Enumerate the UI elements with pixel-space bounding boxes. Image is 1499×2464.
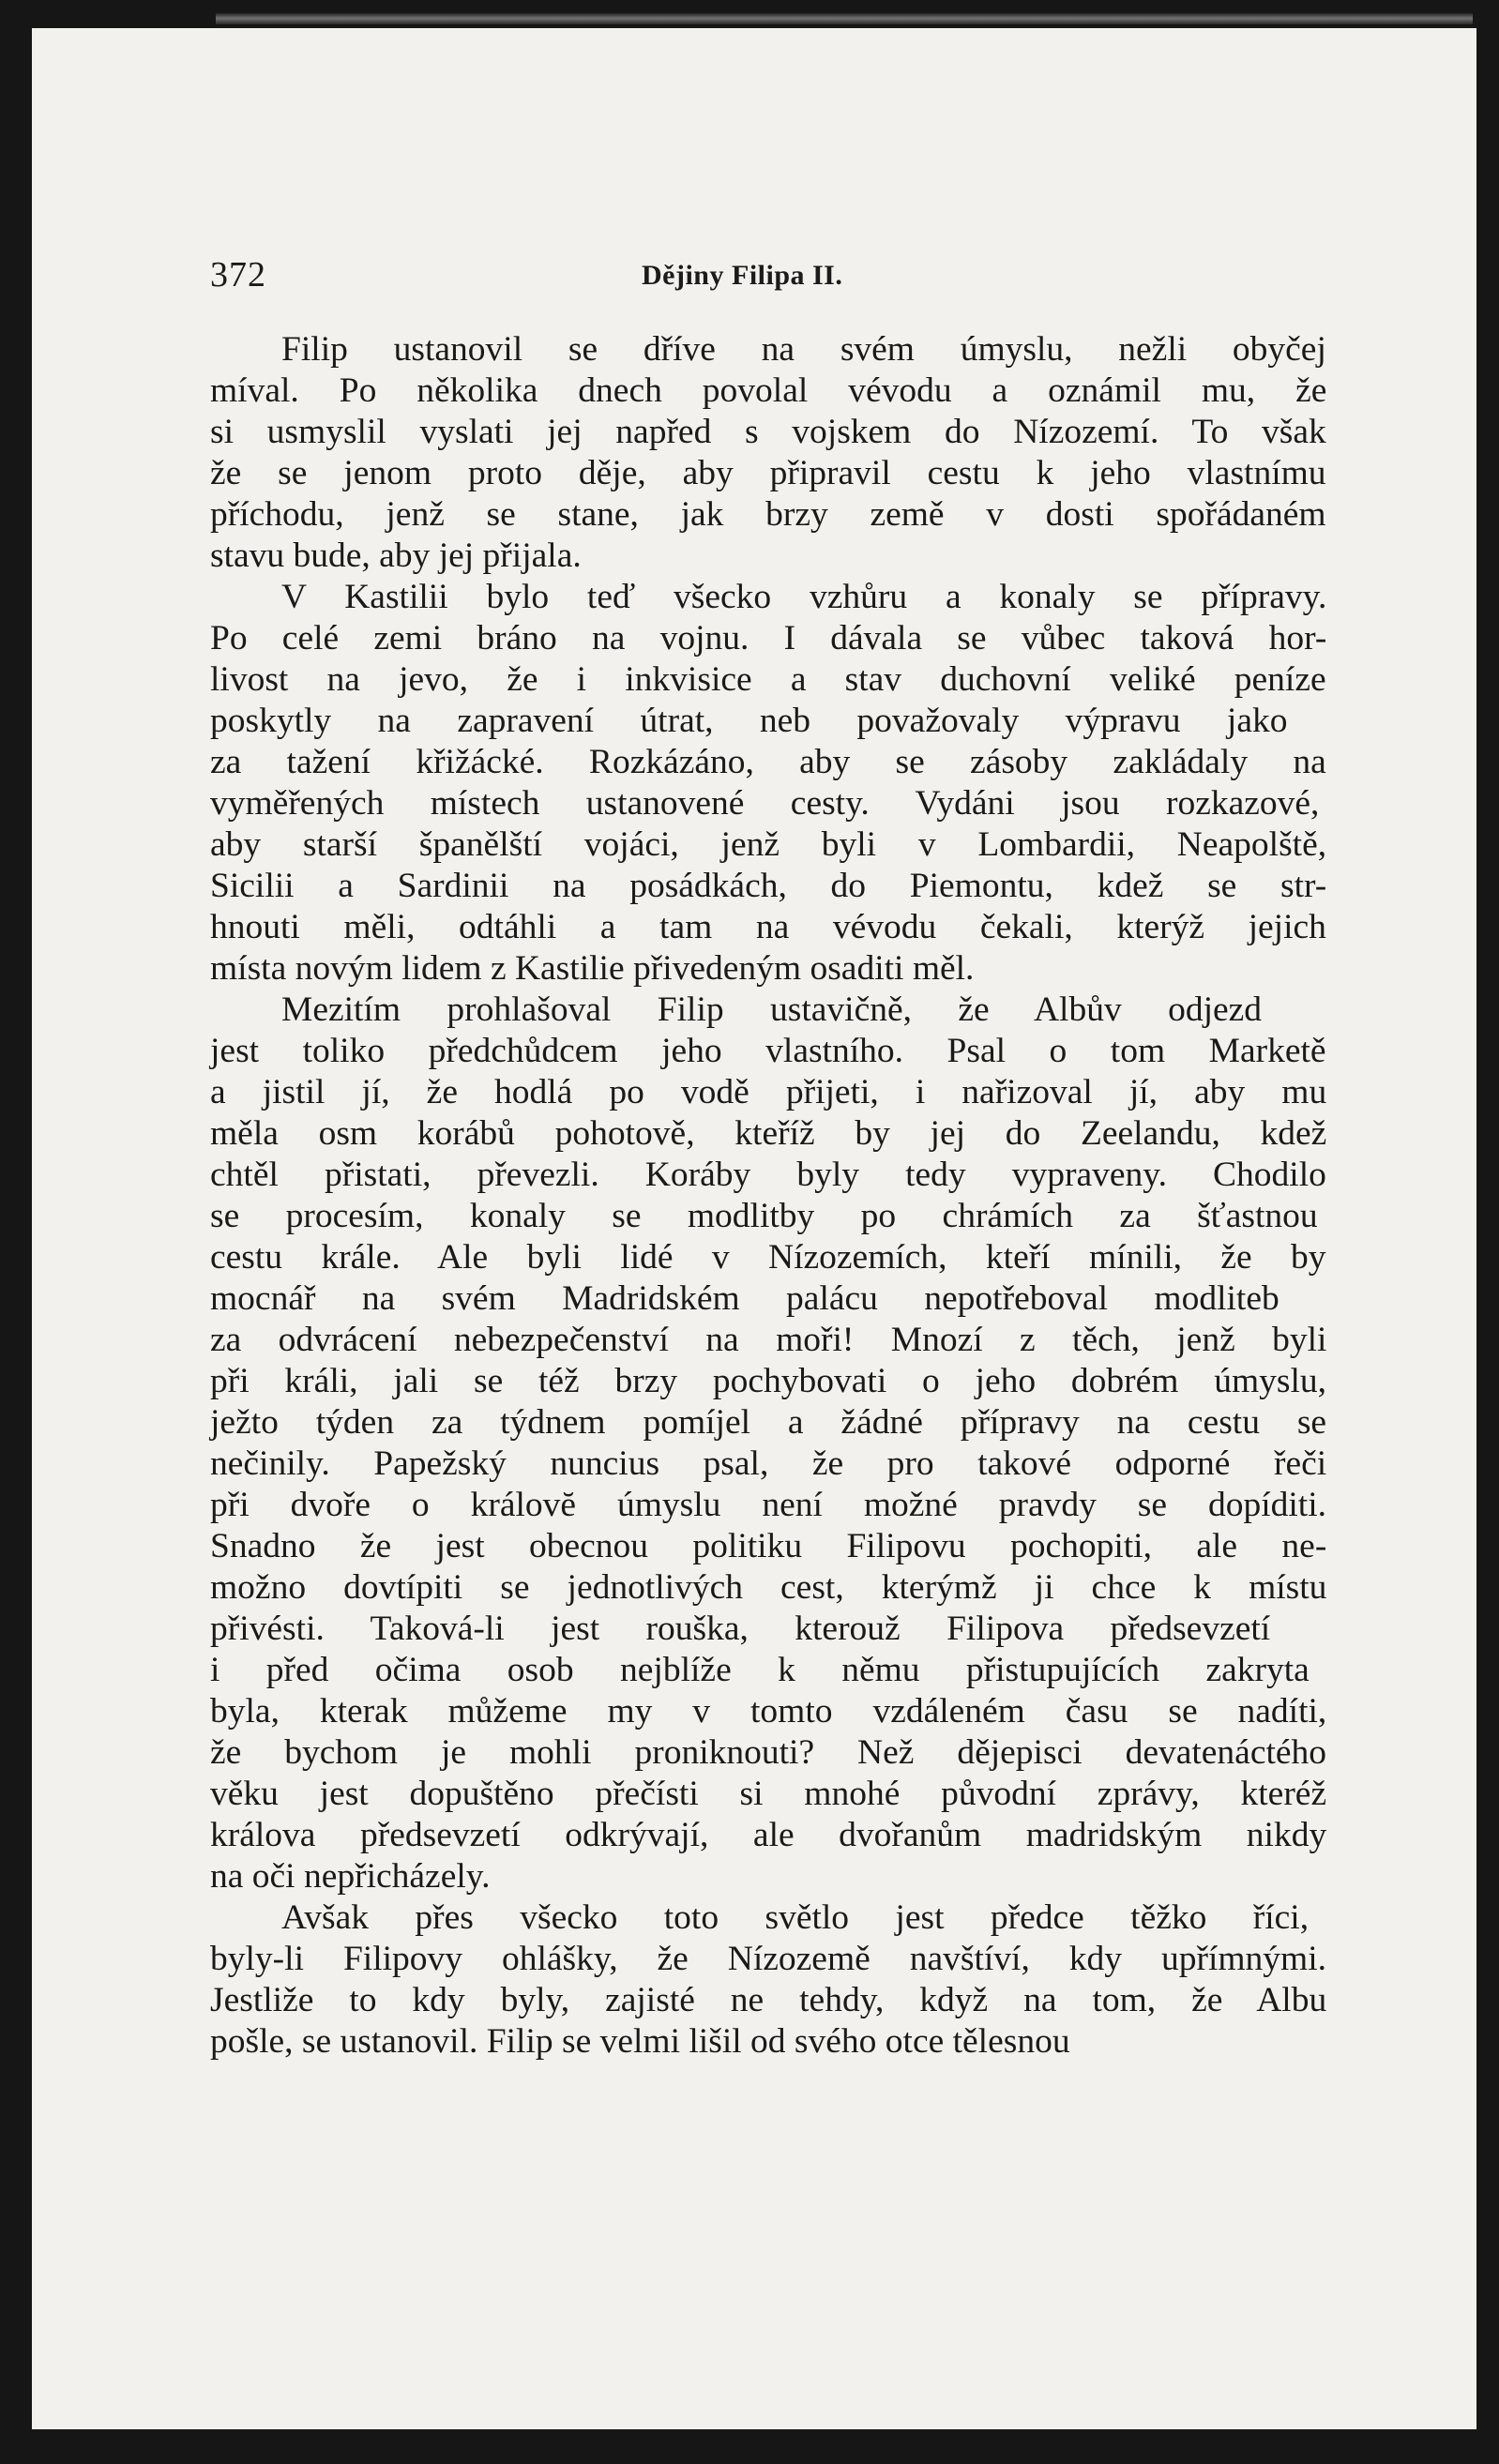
text-line: Mezitím prohlašoval Filip ustavičně, že Albův odjezd: [281, 990, 1263, 1029]
text-line: Sicilii a Sardinii na posádkách, do Piemontu, kdež se str-: [210, 867, 1327, 905]
text-line: Snadno že jest obecnou politiku Filipovu pochopiti, ale ne-: [210, 1527, 1327, 1565]
text-line: Avšak přes všecko toto světlo jest předce těžko říci,: [281, 1898, 1310, 1937]
page-number: 372: [210, 255, 266, 295]
text-line: míval. Po několika dnech povolal vévodu a oznámil mu, že: [210, 371, 1327, 410]
running-title: Dějiny Filipa II.: [642, 260, 843, 291]
text-line: při králi, jali se též brzy pochybovati o jeho dobrém úmyslu,: [210, 1362, 1327, 1400]
text-line: V Kastilii bylo teď všecko vzhůru a konaly se přípravy.: [281, 578, 1327, 616]
text-line: stavu bude, aby jej přijala.: [210, 537, 582, 575]
text-line: chtěl přistati, převezli. Koráby byly tedy vypraveny. Chodilo: [210, 1156, 1326, 1194]
text-line: livost na jevo, že i inkvisice a stav duchovní veliké peníze: [210, 660, 1326, 699]
text-line: mocnář na svém Madridském palácu nepotřeboval modliteb: [210, 1279, 1279, 1318]
text-line: aby starší španělští vojáci, jenž byli v Lombardii, Neapolště,: [210, 825, 1327, 864]
text-line: Jestliže to kdy byly, zajisté ne tehdy, když na tom, že Albu: [210, 1981, 1327, 2019]
text-line: že bychom je mohli proniknouti? Než dějepisci devatenáctého: [210, 1733, 1327, 1772]
text-line: měla osm korábů pohotově, kteříž by jej do Zeelandu, kdež: [210, 1114, 1327, 1153]
text-line: pošle, se ustanovil. Filip se velmi lišil od svého otce tělesnou: [210, 2022, 1070, 2061]
text-line: i před očima osob nejblíže k němu přistupujících zakryta: [210, 1651, 1310, 1689]
text-line: příchodu, jenž se stane, jak brzy země v dosti spořádaném: [210, 495, 1326, 534]
text-line: byla, kterak můžeme my v tomto vzdáleném času se nadíti,: [210, 1692, 1327, 1731]
scan-edge-artifact: [216, 13, 1473, 24]
body-text: [210, 329, 1326, 2063]
text-line: byly-li Filipovy ohlášky, že Nízozemě navštíví, kdy upřímnými.: [210, 1940, 1327, 1978]
text-line: za odvrácení nebezpečenství na moři! Mnozí z těch, jenž byli: [210, 1321, 1327, 1359]
text-line: při dvoře o královĕ úmyslu není možné pravdy se dopíditi.: [210, 1486, 1327, 1524]
text-line: na oči nepřicházely.: [210, 1857, 491, 1896]
text-line: možno dovtípiti se jednotlivých cest, kterýmž ji chce k místu: [210, 1568, 1327, 1607]
text-line: místa novým lidem z Kastilie přivedeným osaditi měl.: [210, 949, 975, 988]
text-line: a jistil jí, že hodlá po vodě přijeti, i nařizoval jí, aby mu: [210, 1073, 1327, 1111]
page-header: [210, 254, 1279, 310]
text-line: vyměřených místech ustanovené cesty. Vydáni jsou rozkazové,: [210, 784, 1320, 823]
text-line: Po celé zemi bráno na vojnu. I dávala se vůbec taková hor-: [210, 619, 1327, 658]
text-line: nečinily. Papežský nuncius psal, že pro takové odporné řeči: [210, 1444, 1327, 1483]
text-line: přivésti. Taková-li jest rouška, kterouž Filipova předsevzetí: [210, 1610, 1271, 1648]
text-line: věku jest dopuštěno přečísti si mnohé původní zprávy, kteréž: [210, 1775, 1327, 1813]
text-line: se procesím, konaly se modlitby po chrámích za šťastnou: [210, 1197, 1318, 1235]
text-line: jest toliko předchůdcem jeho vlastního. Psal o tom Marketě: [210, 1032, 1326, 1070]
text-line: poskytly na zapravení útrat, neb považovaly výpravu jako: [210, 702, 1288, 740]
text-line: hnouti měli, odtáhli a tam na vévodu čekali, kterýž jejich: [210, 908, 1326, 946]
text-line: králova předsevzetí odkrývají, ale dvořanům madridským nikdy: [210, 1816, 1327, 1854]
text-line: ježto týden za týdnem pomíjel a žádné přípravy na cestu se: [210, 1403, 1327, 1442]
text-line: že se jenom proto děje, aby připravil cestu k jeho vlastnímu: [210, 454, 1326, 492]
text-line: Filip ustanovil se dříve na svém úmyslu, nežli obyčej: [281, 330, 1326, 369]
text-line: si usmyslil vyslati jej napřed s vojskem do Nízozemí. To však: [210, 413, 1326, 451]
text-line: cestu krále. Ale byli lidé v Nízozemích, kteří mínili, že by: [210, 1238, 1326, 1277]
text-line: za tažení křižácké. Rozkázáno, aby se zásoby zakládaly na: [210, 743, 1326, 781]
